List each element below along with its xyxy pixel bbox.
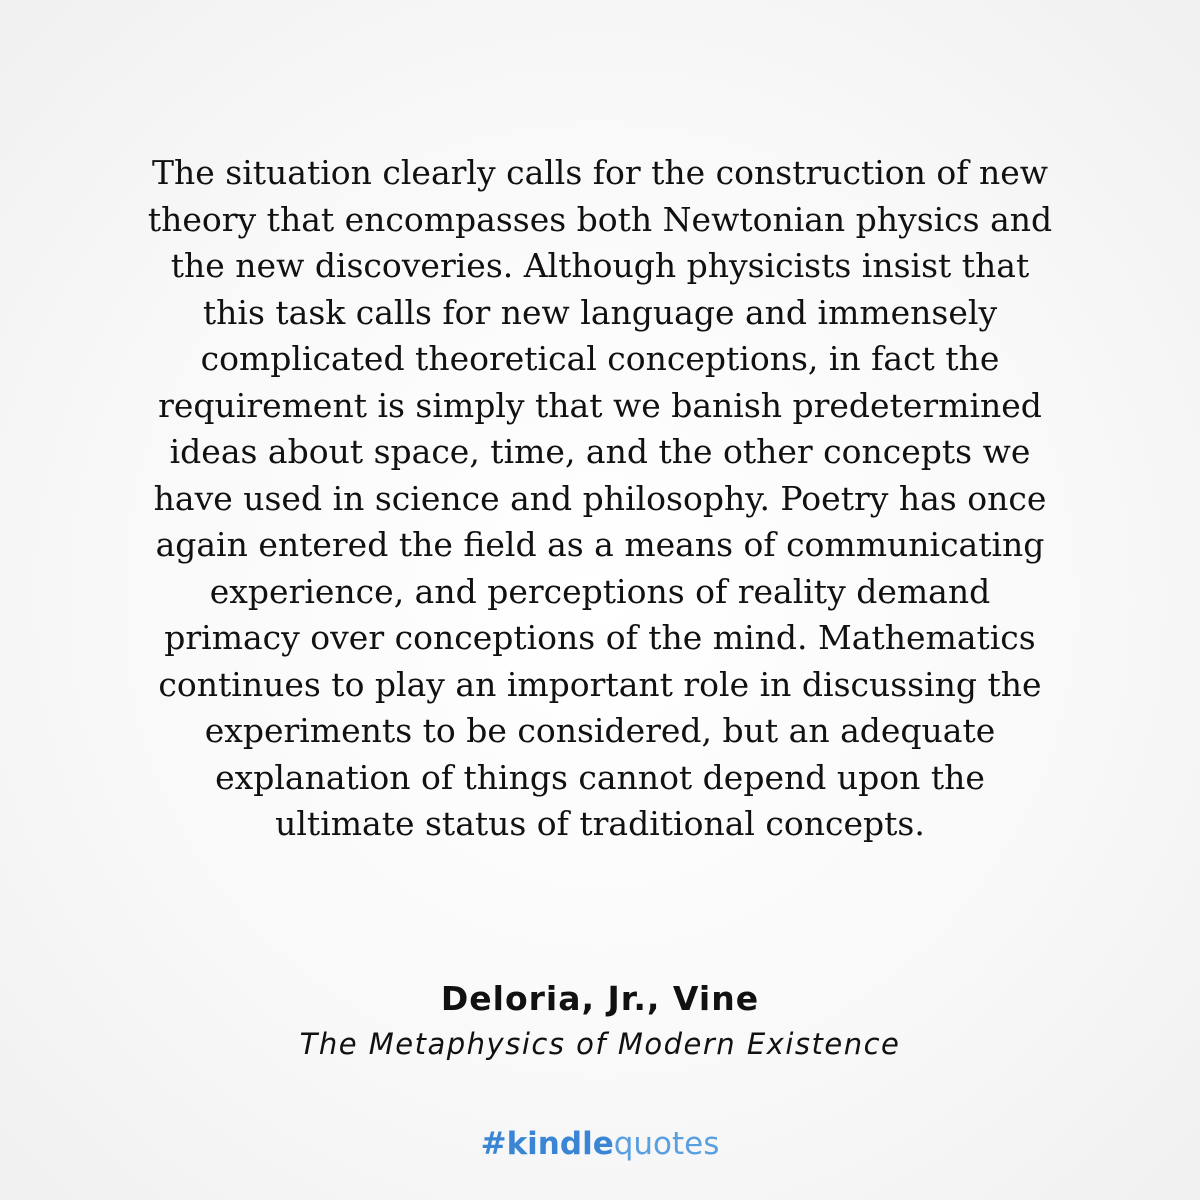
quote-line: experiments to be considered, but an adequate [204, 711, 996, 750]
quote-line: ideas about space, time, and the other concepts we [169, 432, 1031, 471]
quote-line: continues to play an important role in discussing the [158, 664, 1042, 704]
quote-line: explanation of things cannot depend upon the [215, 757, 985, 797]
quote-text [70, 150, 1130, 848]
quote-line: primacy over conceptions of the mind. Mathematics [164, 618, 1036, 657]
hashtag-prefix: #kindle [480, 1126, 614, 1162]
quote-line: complicated theoretical conceptions, in fact the [200, 339, 1000, 378]
quote-line: ultimate status of traditional concepts. [275, 804, 925, 843]
attribution [0, 975, 1200, 1065]
book-title: The Metaphysics of Modern Existence [299, 1027, 901, 1061]
hashtag-suffix: quotes [613, 1126, 720, 1162]
quote-line: the new discoveries. Although physicists insist that [170, 246, 1030, 285]
author-name: Deloria, Jr., Vine [440, 979, 760, 1018]
quote-line: The situation clearly calls for the construction of new [152, 153, 1048, 192]
quote-line: experience, and perceptions of reality demand [209, 571, 991, 611]
quote-line: this task calls for new language and immensely [202, 292, 998, 332]
kindle-quotes-hashtag [0, 1122, 1200, 1166]
quote-line: theory that encompasses both Newtonian physics and [147, 199, 1053, 239]
quote-line: again entered the field as a means of communicating [155, 525, 1045, 564]
quote-line: have used in science and philosophy. Poetry has once [153, 478, 1047, 518]
quote-line: requirement is simply that we banish predetermined [158, 385, 1042, 425]
